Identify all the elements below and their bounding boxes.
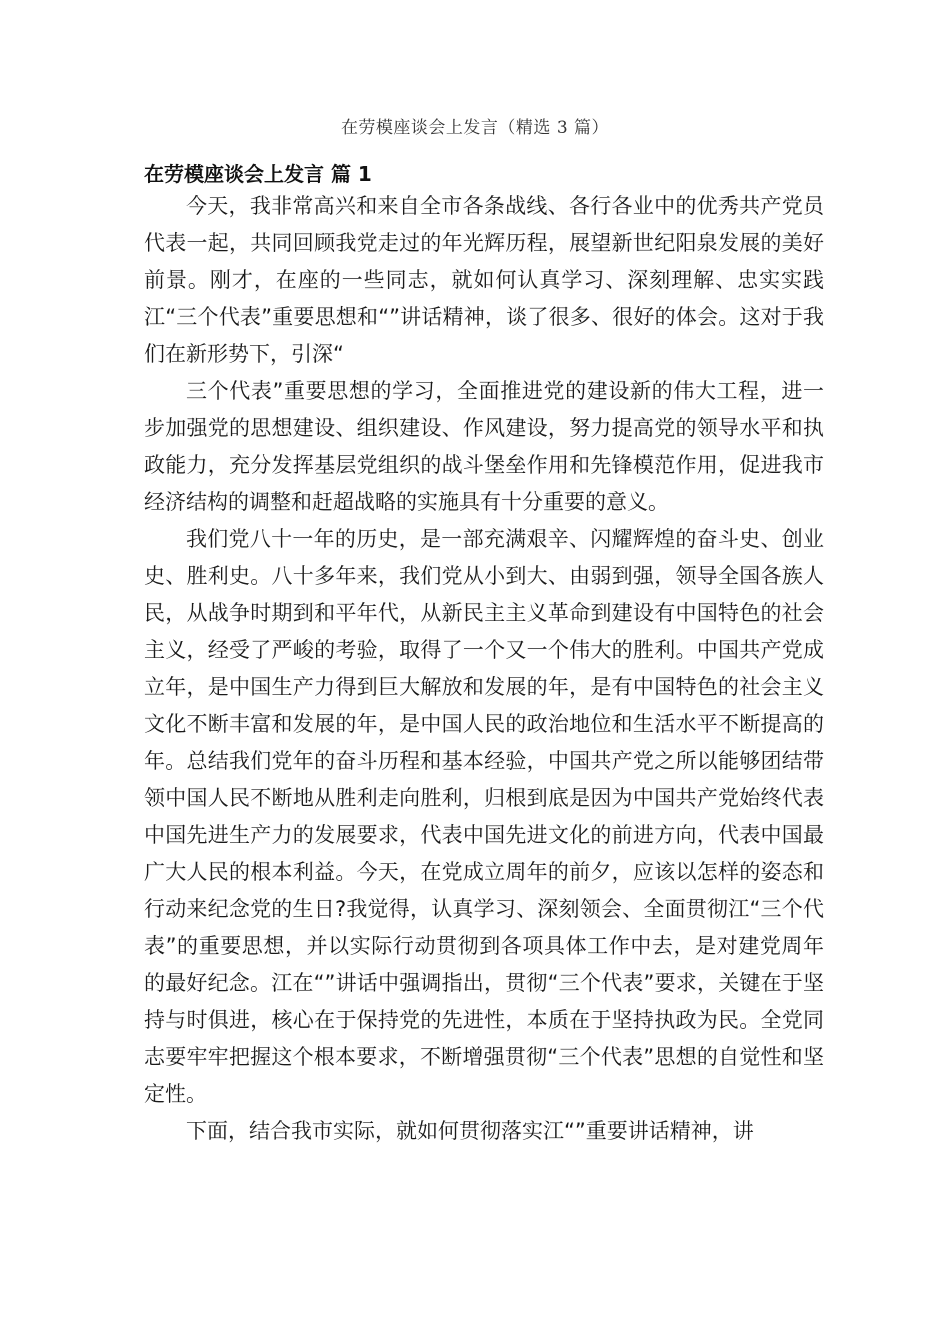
document-body <box>144 188 824 1150</box>
paragraph-2: 三个代表”重要思想的学习，全面推进党的建设新的伟大工程，进一步加强党的思想建设、组织建设、作风建设，努力提高党的领导水平和执政能力，充分发挥基层党组织的战斗堡垒作用和先锋模范作用，促进我市经济结构的调整和赶超战略的实施具有十分重要的意义。 <box>144 379 824 514</box>
paragraph-1: 今天，我非常高兴和来自全市各条战线、各行各业中的优秀共产党员代表一起，共同回顾我党走过的年光辉历程，展望新世纪阳泉发展的美好前景。刚才，在座的一些同志，就如何认真学习、深刻理解、忠实实践江“三个代表”重要思想和“”讲话精神，谈了很多、很好的体会。这对于我们在新形势下，引深“ <box>144 194 824 366</box>
paragraph-4: 下面，结合我市实际，就如何贯彻落实江“”重要讲话精神，讲 <box>186 1119 754 1143</box>
paragraph-3: 我们党八十一年的历史，是一部充满艰辛、闪耀辉煌的奋斗史、创业史、胜利史。八十多年来，我们党从小到大、由弱到强，领导全国各族人民，从战争时期到和平年代，从新民主主义革命到建设有中国特色的社会主义，经受了严峻的考验，取得了一个又一个伟大的胜利。中国共产党成立年，是中国生产力得到巨大解放和发展的年，是有中国特色的社会主义文化不断丰富和发展的年，是中国人民的政治地位和生活水平不断提高的年。总结我们党年的奋斗历程和基本经验，中国共产党之所以能够团结带领中国人民不断地从胜利走向胜利，归根到底是因为中国共产党始终代表中国先进生产力的发展要求，代表中国先进文化的前进方向，代表中国最广大人民的根本利益。今天，在党成立周年的前夕，应该以怎样的姿态和行动来纪念党的生日?我觉得，认真学习、深刻领会、全面贯彻江“三个代表”的重要思想，并以实际行动贯彻到各项具体工作中去，是对建党周年的最好纪念。江在“”讲话中强调指出，贯彻“三个代表”要求，关键在于坚持与时俱进，核心在于保持党的先进性，本质在于坚持执政为民。全党同志要牢牢把握这个根本要求，不断增强贯彻“三个代表”思想的自觉性和坚定性。 <box>144 527 824 1106</box>
section-heading: 在劳模座谈会上发言 篇 1 <box>144 162 372 186</box>
document-title: 在劳模座谈会上发言（精选 3 篇） <box>340 118 610 138</box>
